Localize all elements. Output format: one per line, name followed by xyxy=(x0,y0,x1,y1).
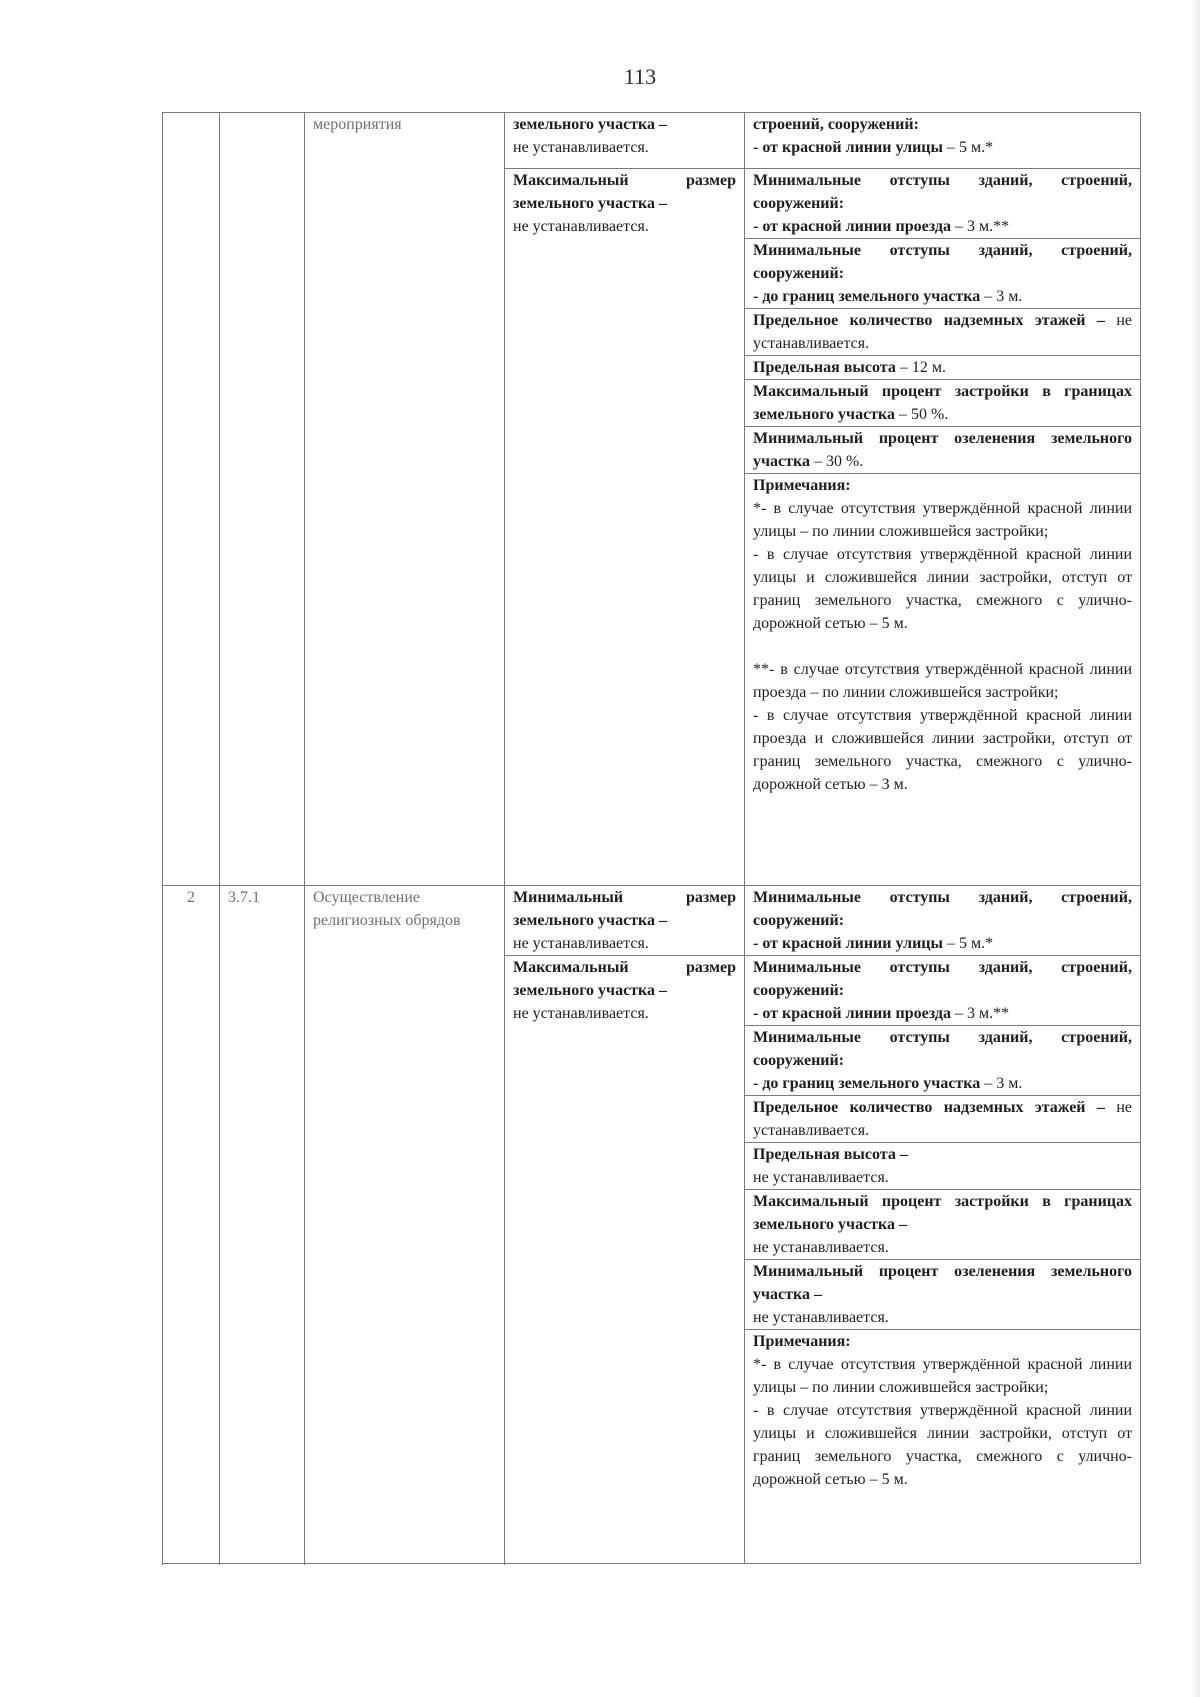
param-value: не устанавливается. xyxy=(753,1099,1132,1139)
param-label: Минимальные отступы зданий, строений, сооружений: - до границ земельного участка xyxy=(753,1029,1132,1092)
use-name: Осуществление религиозных обрядов xyxy=(305,886,505,1564)
param-label: Минимальные отступы зданий, строений, сооружений: - от красной линии улицы xyxy=(753,889,1132,952)
param-label: Максимальный процент застройки в границах земельного участка – xyxy=(753,1193,1132,1233)
param-label: Минимальные отступы зданий, строений, сооружений: - от красной линии проезда xyxy=(753,172,1132,235)
param-label: Предельное количество надземных этажей – xyxy=(753,1099,1105,1116)
note-text: - в случае отсутствия утверждённой красной линии проезда и сложившейся линии застройки, отступ от границ земельного участка, смежного с улично-дорожной сетью – 3 м. xyxy=(753,707,1132,793)
param-green-percent xyxy=(745,1260,1141,1330)
notes-cell xyxy=(745,1330,1141,1564)
param-label: Предельная высота – xyxy=(753,1146,908,1163)
min-size-cell xyxy=(505,886,745,956)
param-height xyxy=(745,356,1141,380)
note-text: - в случае отсутствия утверждённой красной линии улицы и сложившейся линии застройки, отступ от границ земельного участка, смежного с улично-дорожной сетью – 5 м. xyxy=(753,546,1132,632)
param-floors xyxy=(745,309,1141,356)
param-label: Предельная высота xyxy=(753,359,896,376)
param-build-percent xyxy=(745,1190,1141,1260)
param-border-setback xyxy=(745,1026,1141,1096)
param-street-setback xyxy=(745,886,1141,956)
param-border-setback xyxy=(745,239,1141,309)
param-road-setback xyxy=(745,169,1141,239)
param-build-percent xyxy=(745,380,1141,427)
max-size-label: Максимальный размер земельного участка – xyxy=(513,172,736,212)
param-value: не устанавливается. xyxy=(753,1239,889,1256)
min-size-label: земельного участка – xyxy=(513,116,668,133)
max-size-value: не устанавливается. xyxy=(513,1005,649,1022)
min-size-cell xyxy=(505,113,745,169)
param-label: Минимальный процент озеленения земельного участка – xyxy=(753,1263,1132,1303)
notes-title: Примечания: xyxy=(753,1333,851,1350)
table-row xyxy=(163,113,1141,169)
param-value: – 5 м.* xyxy=(943,139,994,156)
min-size-value: не устанавливается. xyxy=(513,935,649,952)
max-size-cell xyxy=(505,169,745,886)
page-number: 113 xyxy=(623,64,657,89)
use-name: мероприятия xyxy=(305,113,505,886)
regulations-table xyxy=(162,112,1141,1564)
param-value: не устанавливается. xyxy=(753,1309,889,1326)
notes-title: Примечания: xyxy=(753,477,851,494)
param-value: – 50 %. xyxy=(895,406,949,423)
min-size-label: Минимальный размер земельного участка – xyxy=(513,889,736,929)
use-code: 3.7.1 xyxy=(220,886,305,1564)
param-value: – 3 м.** xyxy=(950,1005,1010,1022)
param-value: не устанавливается. xyxy=(753,312,1132,352)
param-label: Минимальные отступы зданий, строений, сооружений: - от красной линии проезда xyxy=(753,959,1132,1022)
param-value: – 30 %. xyxy=(809,453,864,470)
param-value: – 3 м. xyxy=(980,288,1023,305)
param-floors xyxy=(745,1096,1141,1143)
param-label: строений, сооружений: - от красной линии улицы xyxy=(753,116,943,156)
min-size-value: не устанавливается. xyxy=(513,139,649,156)
param-label: Минимальный процент озеленения земельного участка xyxy=(753,430,1132,470)
table-row xyxy=(163,886,1141,956)
param-value: не устанавливается. xyxy=(753,1169,889,1186)
scan-edge-shadow xyxy=(1192,0,1200,1697)
param-road-setback xyxy=(745,956,1141,1026)
max-size-cell xyxy=(505,956,745,1564)
param-value: – 5 м.* xyxy=(943,935,994,952)
param-label: Предельное количество надземных этажей – xyxy=(753,312,1105,329)
row-number: 2 xyxy=(163,886,220,1564)
use-code xyxy=(220,113,305,886)
param-green-percent xyxy=(745,427,1141,474)
note-text: *- в случае отсутствия утверждённой красной линии улицы – по линии сложившейся застройки; xyxy=(753,500,1132,540)
note-text: - в случае отсутствия утверждённой красной линии улицы и сложившейся линии застройки, отступ от границ земельного участка, смежного с улично-дорожной сетью – 5 м. xyxy=(753,1402,1132,1488)
param-label: Максимальный процент застройки в границах земельного участка xyxy=(753,383,1132,423)
param-value: – 12 м. xyxy=(895,359,946,376)
param-label: Минимальные отступы зданий, строений, сооружений: - до границ земельного участка xyxy=(753,242,1132,305)
param-street-setback xyxy=(745,113,1141,169)
param-value: – 3 м. xyxy=(980,1075,1023,1092)
note-text: *- в случае отсутствия утверждённой красной линии улицы – по линии сложившейся застройки; xyxy=(753,1356,1132,1396)
param-value: – 3 м.** xyxy=(950,218,1010,235)
note-text: **- в случае отсутствия утверждённой красной линии проезда – по линии сложившейся застройки; xyxy=(753,661,1132,701)
param-height xyxy=(745,1143,1141,1190)
notes-cell xyxy=(745,474,1141,886)
row-number xyxy=(163,113,220,886)
max-size-value: не устанавливается. xyxy=(513,218,649,235)
max-size-label: Максимальный размер земельного участка – xyxy=(513,959,736,999)
